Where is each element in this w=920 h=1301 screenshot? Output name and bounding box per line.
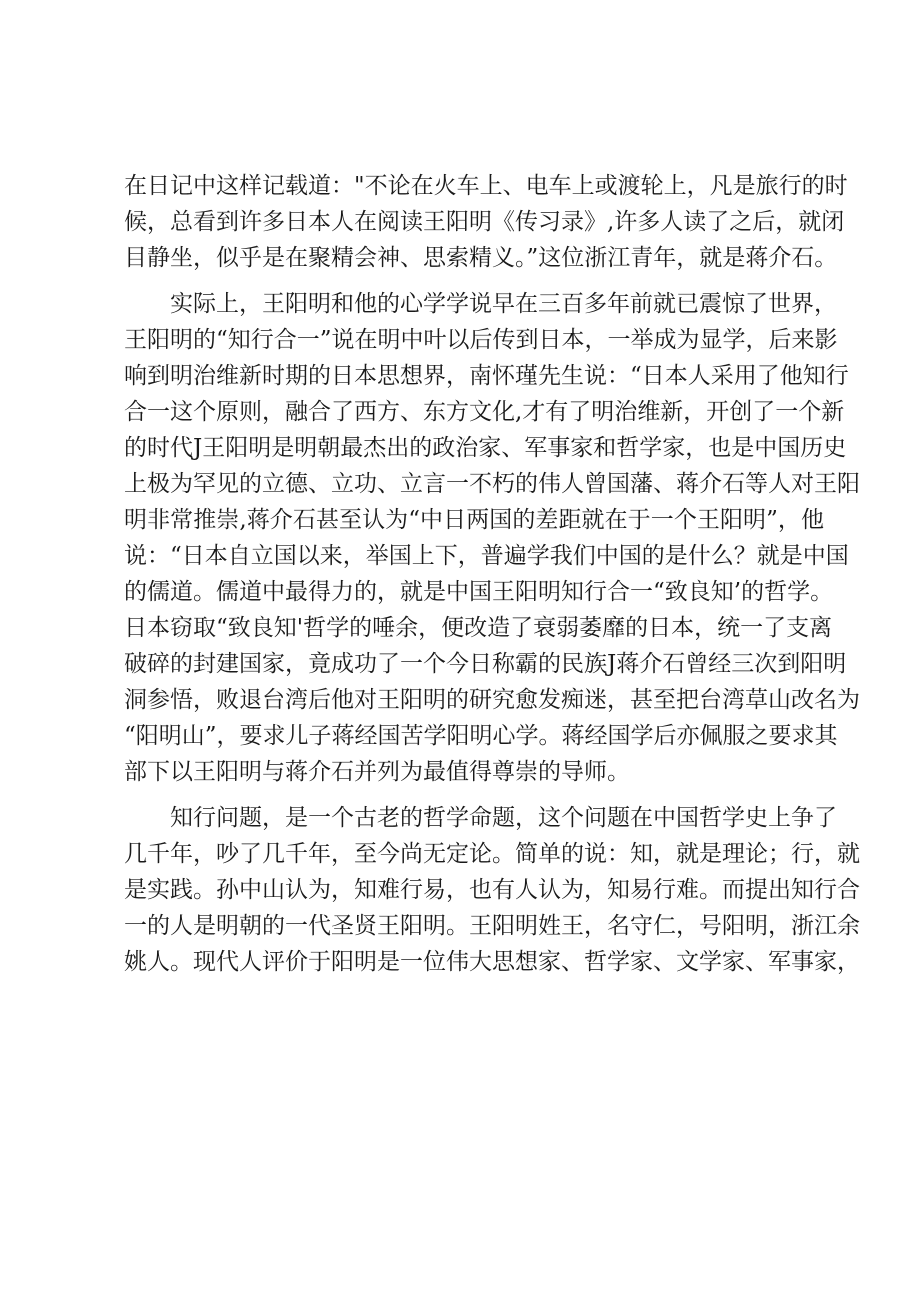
paragraph-2 [124, 286, 860, 790]
text-line: 知行问题，是一个古老的哲学命题，这个问题在中国哲学史上争了 [170, 805, 837, 831]
text-line: 部下以王阳明与蒋介石并列为最值得尊崇的导师。 [124, 759, 630, 785]
body-text [124, 168, 860, 980]
paragraph-1 [124, 168, 848, 276]
text-line: 目静坐，似乎是在聚精会神、思索精义。”这位浙江青年，就是蒋介石。 [124, 245, 838, 271]
paragraph-3 [124, 800, 860, 980]
text-line: 在日记中这样记载道："不论在火车上、电车上或渡轮上，凡是旅行的时 [124, 173, 848, 199]
text-line: 候，总看到许多日本人在阅读王阳明《传习录》,许多人读了之后，就闭 [124, 209, 845, 235]
text-line: 上极为罕见的立德、立功、立言一不朽的伟人曾国藩、蒋介石等人对王阳 [124, 471, 860, 497]
text-line: 王阳明的“知行合一”说在明中叶以后传到日本，一举成为显学，后来影 [124, 327, 838, 353]
text-line: 合一这个原则，融合了西方、东方文化,才有了明治维新，开创了一个新 [124, 399, 845, 425]
text-line: 的时代J王阳明是明朝最杰出的政治家、军事家和哲学家，也是中国历史 [124, 435, 847, 461]
text-line: 说：“日本自立国以来，举国上下，普遍学我们中国的是什么？就是中国 [124, 543, 849, 569]
text-line: 破碎的封建国家，竟成功了一个今日称霸的民族J蒋介石曾经三次到阳明 [124, 651, 847, 677]
text-line: 明非常推崇,蒋介石甚至认为“中日两国的差距就在于一个王阳明”，他 [124, 507, 824, 533]
paragraph-gap [124, 790, 824, 800]
text-line: 的儒道。儒道中最得力的，就是中国王阳明知行合一“致良知’的哲学。 [124, 579, 834, 605]
text-line: 实际上，王阳明和他的心学学说早在三百多年前就已震惊了世界， [170, 291, 837, 317]
text-line: 响到明治维新时期的日本思想界，南怀瑾先生说：“日本人采用了他知行 [124, 363, 849, 389]
paragraph-gap [124, 276, 824, 286]
text-line: 姚人。现代人评价于阳明是一位伟大思想家、哲学家、文学家、军事家， [124, 949, 860, 975]
text-line: “阳明山”，要求儿子蒋经国苦学阳明心学。蒋经国学后亦佩服之要求其 [124, 723, 838, 749]
text-line: 日本窃取“致良知'哲学的唾余，便改造了衰弱萎靡的日本，统一了支离 [124, 615, 833, 641]
text-line: 洞参悟，败退台湾后他对王阳明的研究愈发痴迷，甚至把台湾草山改名为 [124, 687, 860, 713]
text-line: 几千年，吵了几千年，至今尚无定论。简单的说：知，就是理论；行，就 [124, 841, 860, 867]
text-line: 是实践。孙中山认为，知难行易，也有人认为，知易行难。而提出知行合 [124, 877, 860, 903]
text-line: 一的人是明朝的一代圣贤王阳明。王阳明姓王，名守仁，号阳明，浙江余 [124, 913, 860, 939]
